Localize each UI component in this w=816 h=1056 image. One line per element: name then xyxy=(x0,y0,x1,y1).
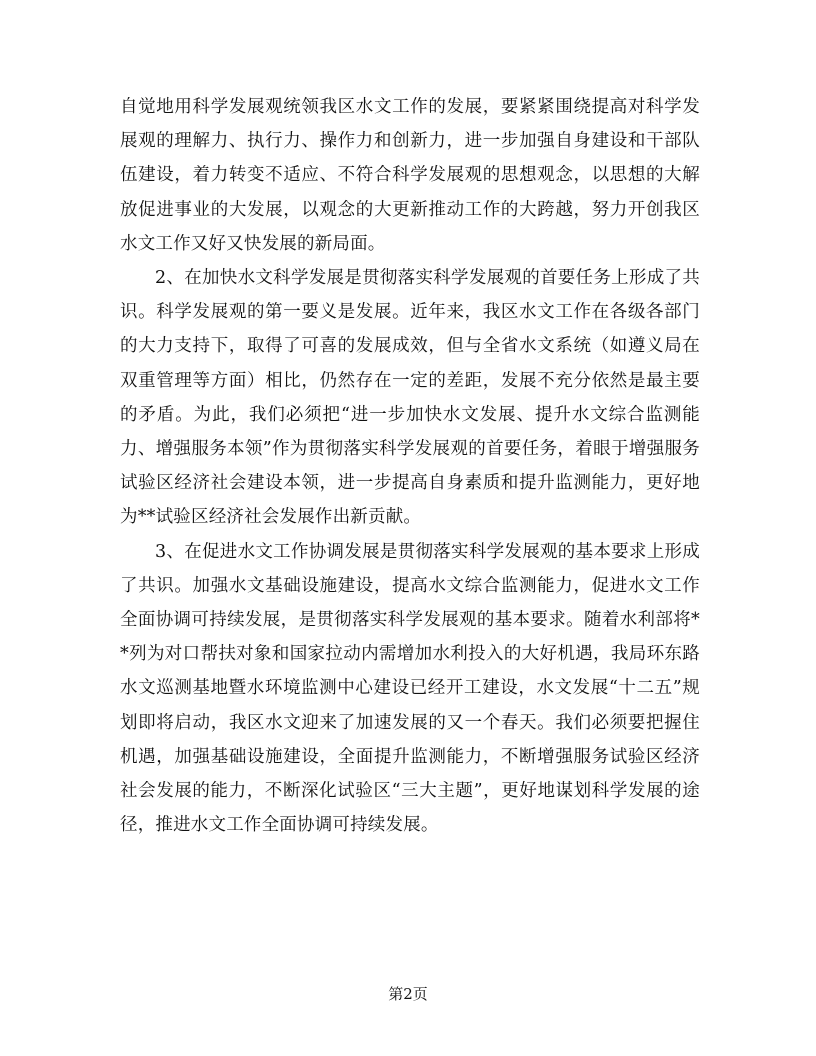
page-number: 第2页 xyxy=(388,985,428,1003)
paragraph-3: 3、在促进水文工作协调发展是贯彻落实科学发展观的基本要求上形成了共识。加强水文基础设施建设，提高水文综合监测能力，促进水文工作全面协调可持续发展，是贯彻落实科学发展观的基本要求。随着水利部将**列为对口帮扶对象和国家拉动内需增加水利投入的大好机遇，我局环东路水文巡测基地暨水环境监测中心建设已经开工建设，水文发展“十二五”规划即将启动，我区水文迎来了加速发展的又一个春天。我们必须要把握住机遇，加强基础设施建设，全面提升监测能力，不断增强服务试验区经济社会发展的能力，不断深化试验区“三大主题”，更好地谋划科学发展的途径，推进水文工作全面协调可持续发展。 xyxy=(120,541,700,836)
paragraph-1: 自觉地用科学发展观统领我区水文工作的发展，要紧紧围绕提高对科学发展观的理解力、执行力、操作力和创新力，进一步加强自身建设和干部队伍建设，着力转变不适应、不符合科学发展观的思想观念，以思想的大解放促进事业的大发展，以观念的大更新推动工作的大跨越，努力开创我区水文工作又好又快发展的新局面。 xyxy=(120,97,700,254)
paragraph-2: 2、在加快水文科学发展是贯彻落实科学发展观的首要任务上形成了共识。科学发展观的第一要义是发展。近年来，我区水文工作在各级各部门的大力支持下，取得了可喜的发展成效，但与全省水文系统（如遵义局在双重管理等方面）相比，仍然存在一定的差距，发展不充分依然是最主要的矛盾。为此，我们必须把“进一步加快水文发展、提升水文综合监测能力、增强服务本领”作为贯彻落实科学发展观的首要任务，着眼于增强服务试验区经济社会建设本领，进一步提高自身素质和提升监测能力，更好地为**试验区经济社会发展作出新贡献。 xyxy=(120,268,700,528)
document-body xyxy=(120,90,700,842)
